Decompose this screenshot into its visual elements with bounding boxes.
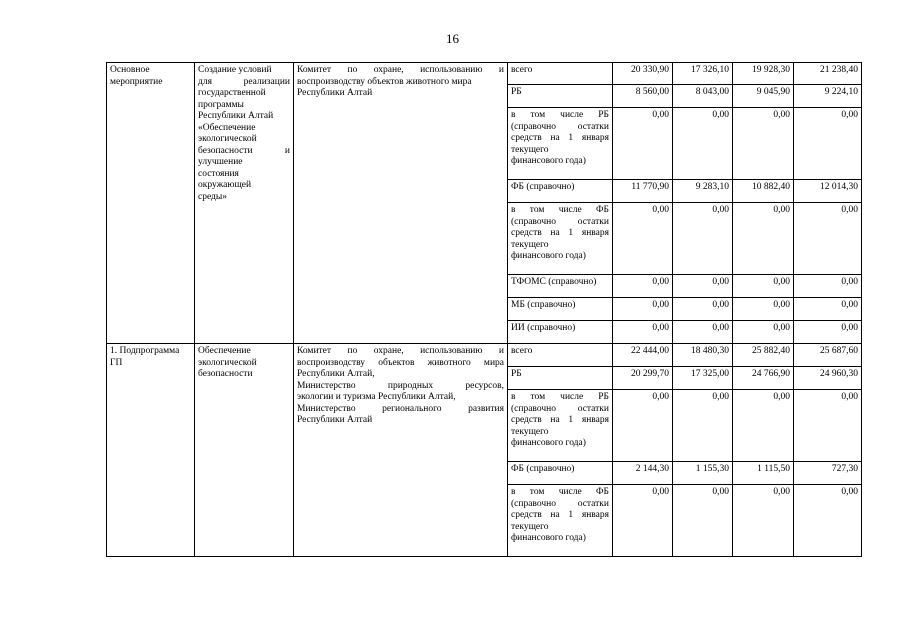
- text-line: (справочно остатки: [511, 216, 609, 227]
- amount-cell: 18 480,30: [673, 344, 733, 367]
- text-line: для реализации: [198, 76, 290, 87]
- text-line: финансового года): [511, 533, 586, 543]
- text-line: мероприятие: [110, 76, 163, 87]
- funding-source-cell: [508, 485, 613, 557]
- amount-cell: 0,00: [794, 390, 862, 462]
- text-line: государственной: [198, 88, 266, 98]
- amount-cell: 0,00: [613, 203, 673, 275]
- text-line: безопасности и: [198, 145, 290, 156]
- text-line: «Обеспечение: [198, 122, 256, 133]
- amount-cell: 0,00: [733, 275, 794, 298]
- text-line: финансового года): [511, 156, 586, 166]
- text-line: средств на 1 января: [511, 133, 609, 143]
- amount-cell: 20 330,90: [613, 63, 673, 85]
- executor-cell: [294, 63, 508, 344]
- amount-cell: 0,00: [794, 298, 862, 321]
- amount-cell: 17 325,00: [673, 367, 733, 390]
- text-line: Республики Алтай: [198, 111, 274, 121]
- funding-source-cell: [508, 367, 613, 390]
- text-line: Министерство природных ресурсов,: [297, 380, 504, 391]
- text-line: МБ (справочно): [511, 300, 576, 310]
- amount-cell: 8 043,00: [673, 85, 733, 108]
- funding-source-cell: [508, 108, 613, 180]
- amount-cell: 0,00: [673, 108, 733, 180]
- text-line: окружающей: [198, 180, 252, 190]
- text-line: ФБ (справочно): [511, 464, 575, 474]
- amount-cell: 0,00: [613, 108, 673, 180]
- table-row: [107, 63, 862, 85]
- amount-cell: 0,00: [794, 108, 862, 180]
- funding-source-cell: [508, 85, 613, 108]
- budget-table-body: [107, 63, 862, 557]
- text-line: ТФОМС (справочно): [511, 277, 597, 287]
- funding-source-cell: [508, 344, 613, 367]
- text-line: Комитет по охране, использованию и: [297, 65, 504, 75]
- text-line: Республики Алтай: [297, 415, 373, 425]
- amount-cell: 19 928,30: [733, 63, 794, 85]
- activity-type-cell: [107, 63, 195, 344]
- amount-cell: 0,00: [733, 108, 794, 180]
- amount-cell: 727,30: [794, 462, 862, 485]
- activity-name-cell: [195, 344, 294, 557]
- text-line: Республики Алтай: [297, 88, 373, 98]
- text-line: РБ: [511, 87, 522, 97]
- text-line: в том числе РБ: [511, 110, 609, 120]
- text-line: среды»: [198, 191, 228, 202]
- amount-cell: 12 014,30: [794, 180, 862, 203]
- text-line: Основное: [110, 65, 150, 75]
- text-line: состояния: [198, 168, 239, 179]
- text-line: финансового года): [511, 438, 586, 448]
- funding-source-cell: [508, 275, 613, 298]
- text-line: (справочно остатки: [511, 403, 609, 414]
- amount-cell: 0,00: [673, 203, 733, 275]
- text-line: Обеспечение: [198, 346, 251, 356]
- amount-cell: 0,00: [794, 485, 862, 557]
- text-line: текущего: [511, 521, 549, 532]
- text-line: экологической: [198, 134, 257, 144]
- amount-cell: 2 144,30: [613, 462, 673, 485]
- text-line: средств на 1 января: [511, 228, 609, 238]
- text-line: текущего: [511, 426, 549, 437]
- text-line: средств на 1 января: [511, 510, 609, 520]
- amount-cell: 25 687,60: [794, 344, 862, 367]
- funding-source-cell: [508, 63, 613, 85]
- funding-source-cell: [508, 203, 613, 275]
- funding-source-cell: [508, 180, 613, 203]
- amount-cell: 8 560,00: [613, 85, 673, 108]
- amount-cell: 20 299,70: [613, 367, 673, 390]
- text-line: программы: [198, 99, 244, 110]
- text-line: средств на 1 января: [511, 415, 609, 425]
- amount-cell: 10 882,40: [733, 180, 794, 203]
- funding-source-cell: [508, 462, 613, 485]
- text-line: ФБ (справочно): [511, 182, 575, 192]
- text-line: текущего: [511, 239, 549, 250]
- amount-cell: 17 326,10: [673, 63, 733, 85]
- text-line: Комитет по охране, использованию и: [297, 346, 504, 356]
- amount-cell: 0,00: [733, 298, 794, 321]
- text-line: в том числе РБ: [511, 392, 609, 402]
- text-line: улучшение: [198, 157, 243, 167]
- amount-cell: 0,00: [613, 298, 673, 321]
- amount-cell: 24 766,90: [733, 367, 794, 390]
- amount-cell: 0,00: [733, 390, 794, 462]
- activity-type-cell: [107, 344, 195, 557]
- amount-cell: 9 045,90: [733, 85, 794, 108]
- funding-source-cell: [508, 390, 613, 462]
- text-line: текущего: [511, 144, 549, 155]
- executor-cell: [294, 344, 508, 557]
- text-line: безопасности: [198, 369, 253, 379]
- amount-cell: 0,00: [733, 203, 794, 275]
- amount-cell: 22 444,00: [613, 344, 673, 367]
- amount-cell: 9 224,10: [794, 85, 862, 108]
- text-line: (справочно остатки: [511, 498, 609, 509]
- text-line: Республики Алтай,: [297, 369, 375, 379]
- text-line: экологической: [198, 357, 257, 368]
- amount-cell: 0,00: [673, 298, 733, 321]
- text-line: финансового года): [511, 251, 586, 261]
- amount-cell: 0,00: [673, 390, 733, 462]
- text-line: всего: [511, 346, 533, 356]
- amount-cell: 0,00: [613, 485, 673, 557]
- text-line: Создание условий: [198, 65, 272, 75]
- amount-cell: 0,00: [613, 390, 673, 462]
- table-row: [107, 344, 862, 367]
- amount-cell: 1 155,30: [673, 462, 733, 485]
- text-line: ГП: [110, 357, 123, 368]
- amount-cell: 21 238,40: [794, 63, 862, 85]
- amount-cell: 11 770,90: [613, 180, 673, 203]
- text-line: воспроизводству объектов животного мира: [297, 357, 504, 368]
- text-line: (справочно остатки: [511, 121, 609, 132]
- amount-cell: 0,00: [794, 275, 862, 298]
- amount-cell: 24 960,30: [794, 367, 862, 390]
- amount-cell: 25 882,40: [733, 344, 794, 367]
- amount-cell: 0,00: [673, 321, 733, 344]
- amount-cell: 0,00: [613, 321, 673, 344]
- text-line: 1. Подпрограмма: [110, 346, 180, 356]
- text-line: ИИ (справочно): [511, 323, 576, 333]
- text-line: в том числе ФБ: [511, 205, 609, 215]
- amount-cell: 9 283,10: [673, 180, 733, 203]
- text-line: всего: [511, 65, 533, 75]
- amount-cell: 0,00: [673, 275, 733, 298]
- amount-cell: 0,00: [733, 485, 794, 557]
- text-line: воспроизводству объектов животного мира: [297, 76, 472, 87]
- amount-cell: 0,00: [794, 203, 862, 275]
- page-number: 16: [446, 31, 459, 46]
- amount-cell: 1 115,50: [733, 462, 794, 485]
- text-line: экологии и туризма Республики Алтай,: [297, 392, 456, 402]
- text-line: РБ: [511, 369, 522, 379]
- text-line: Министерство регионального развития: [297, 403, 504, 414]
- amount-cell: 0,00: [673, 485, 733, 557]
- text-line: в том числе ФБ: [511, 487, 609, 497]
- funding-source-cell: [508, 298, 613, 321]
- amount-cell: 0,00: [794, 321, 862, 344]
- amount-cell: 0,00: [733, 321, 794, 344]
- funding-source-cell: [508, 321, 613, 344]
- activity-name-cell: [195, 63, 294, 344]
- budget-table: [106, 62, 862, 557]
- amount-cell: 0,00: [613, 275, 673, 298]
